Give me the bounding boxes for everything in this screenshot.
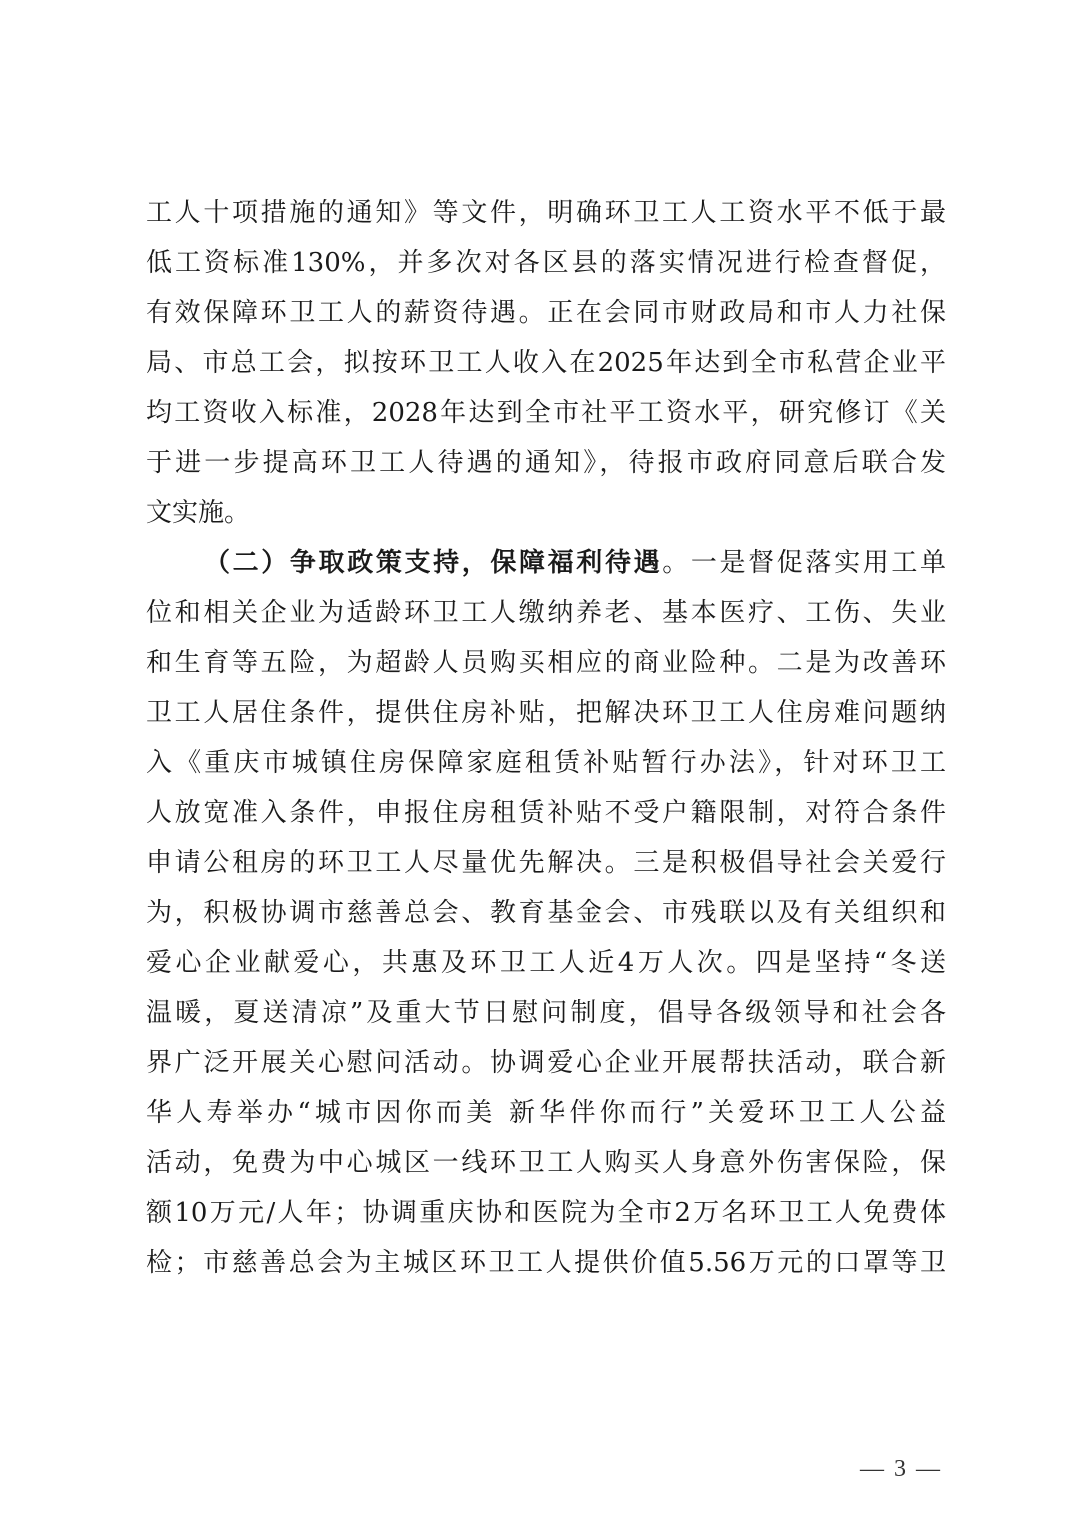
text-line: 入《重庆市城镇住房保障家庭租赁补贴暂行办法》，针对环卫工	[146, 748, 946, 778]
text-line: 检；市慈善总会为主城区环卫工人提供价值5.56万元的口罩等卫	[146, 1248, 946, 1278]
text-line: 为，积极协调市慈善总会、教育基金会、市残联以及有关组织和	[146, 898, 946, 928]
text-line: 爱心企业献爱心，共惠及环卫工人近4万人次。四是坚持“冬送	[146, 948, 946, 978]
text-line: 界广泛开展关心慰问活动。协调爱心企业开展帮扶活动，联合新	[146, 1048, 946, 1078]
text-line: 人放宽准入条件，申报住房租赁补贴不受户籍限制，对符合条件	[146, 798, 946, 828]
text-line: 有效保障环卫工人的薪资待遇。正在会同市财政局和市人力社保	[146, 298, 946, 328]
paragraph-2	[146, 538, 946, 1288]
text-line: 额10万元/人年；协调重庆协和医院为全市2万名环卫工人免费体	[146, 1198, 946, 1228]
section-heading: （二）争取政策支持，保障福利待遇	[204, 548, 663, 578]
text-line: 文实施。	[146, 498, 251, 528]
text-line: 低工资标准130%，并多次对各区县的落实情况进行检查督促，	[146, 248, 946, 278]
text-line: 申请公租房的环卫工人尽量优先解决。三是积极倡导社会关爱行	[146, 848, 946, 878]
text-line: 温暖，夏送清凉”及重大节日慰问制度，倡导各级领导和社会各	[146, 998, 946, 1028]
text-line: 华人寿举办“城市因你而美 新华伴你而行”关爱环卫工人公益	[146, 1098, 946, 1128]
document-body	[146, 188, 946, 1288]
paragraph-1	[146, 188, 946, 538]
text-line: 活动，免费为中心城区一线环卫工人购买人身意外伤害保险，保	[146, 1148, 946, 1178]
text-line: 均工资收入标准，2028年达到全市社平工资水平，研究修订《关	[146, 398, 946, 428]
text-line: 卫工人居住条件，提供住房补贴，把解决环卫工人住房难问题纳	[146, 698, 946, 728]
text-line: 位和相关企业为适龄环卫工人缴纳养老、基本医疗、工伤、失业	[146, 598, 946, 628]
paragraph-2-first-line	[146, 538, 946, 588]
text-line-rest: 。一是督促落实用工单	[662, 548, 946, 578]
text-line: 和生育等五险，为超龄人员购买相应的商业险种。二是为改善环	[146, 648, 946, 678]
text-line: 工人十项措施的通知》等文件，明确环卫工人工资水平不低于最	[146, 198, 946, 228]
text-line: 于进一步提高环卫工人待遇的通知》，待报市政府同意后联合发	[146, 448, 946, 478]
page-number: — 3 —	[860, 1456, 942, 1482]
text-line: 局、市总工会，拟按环卫工人收入在2025年达到全市私营企业平	[146, 348, 946, 378]
